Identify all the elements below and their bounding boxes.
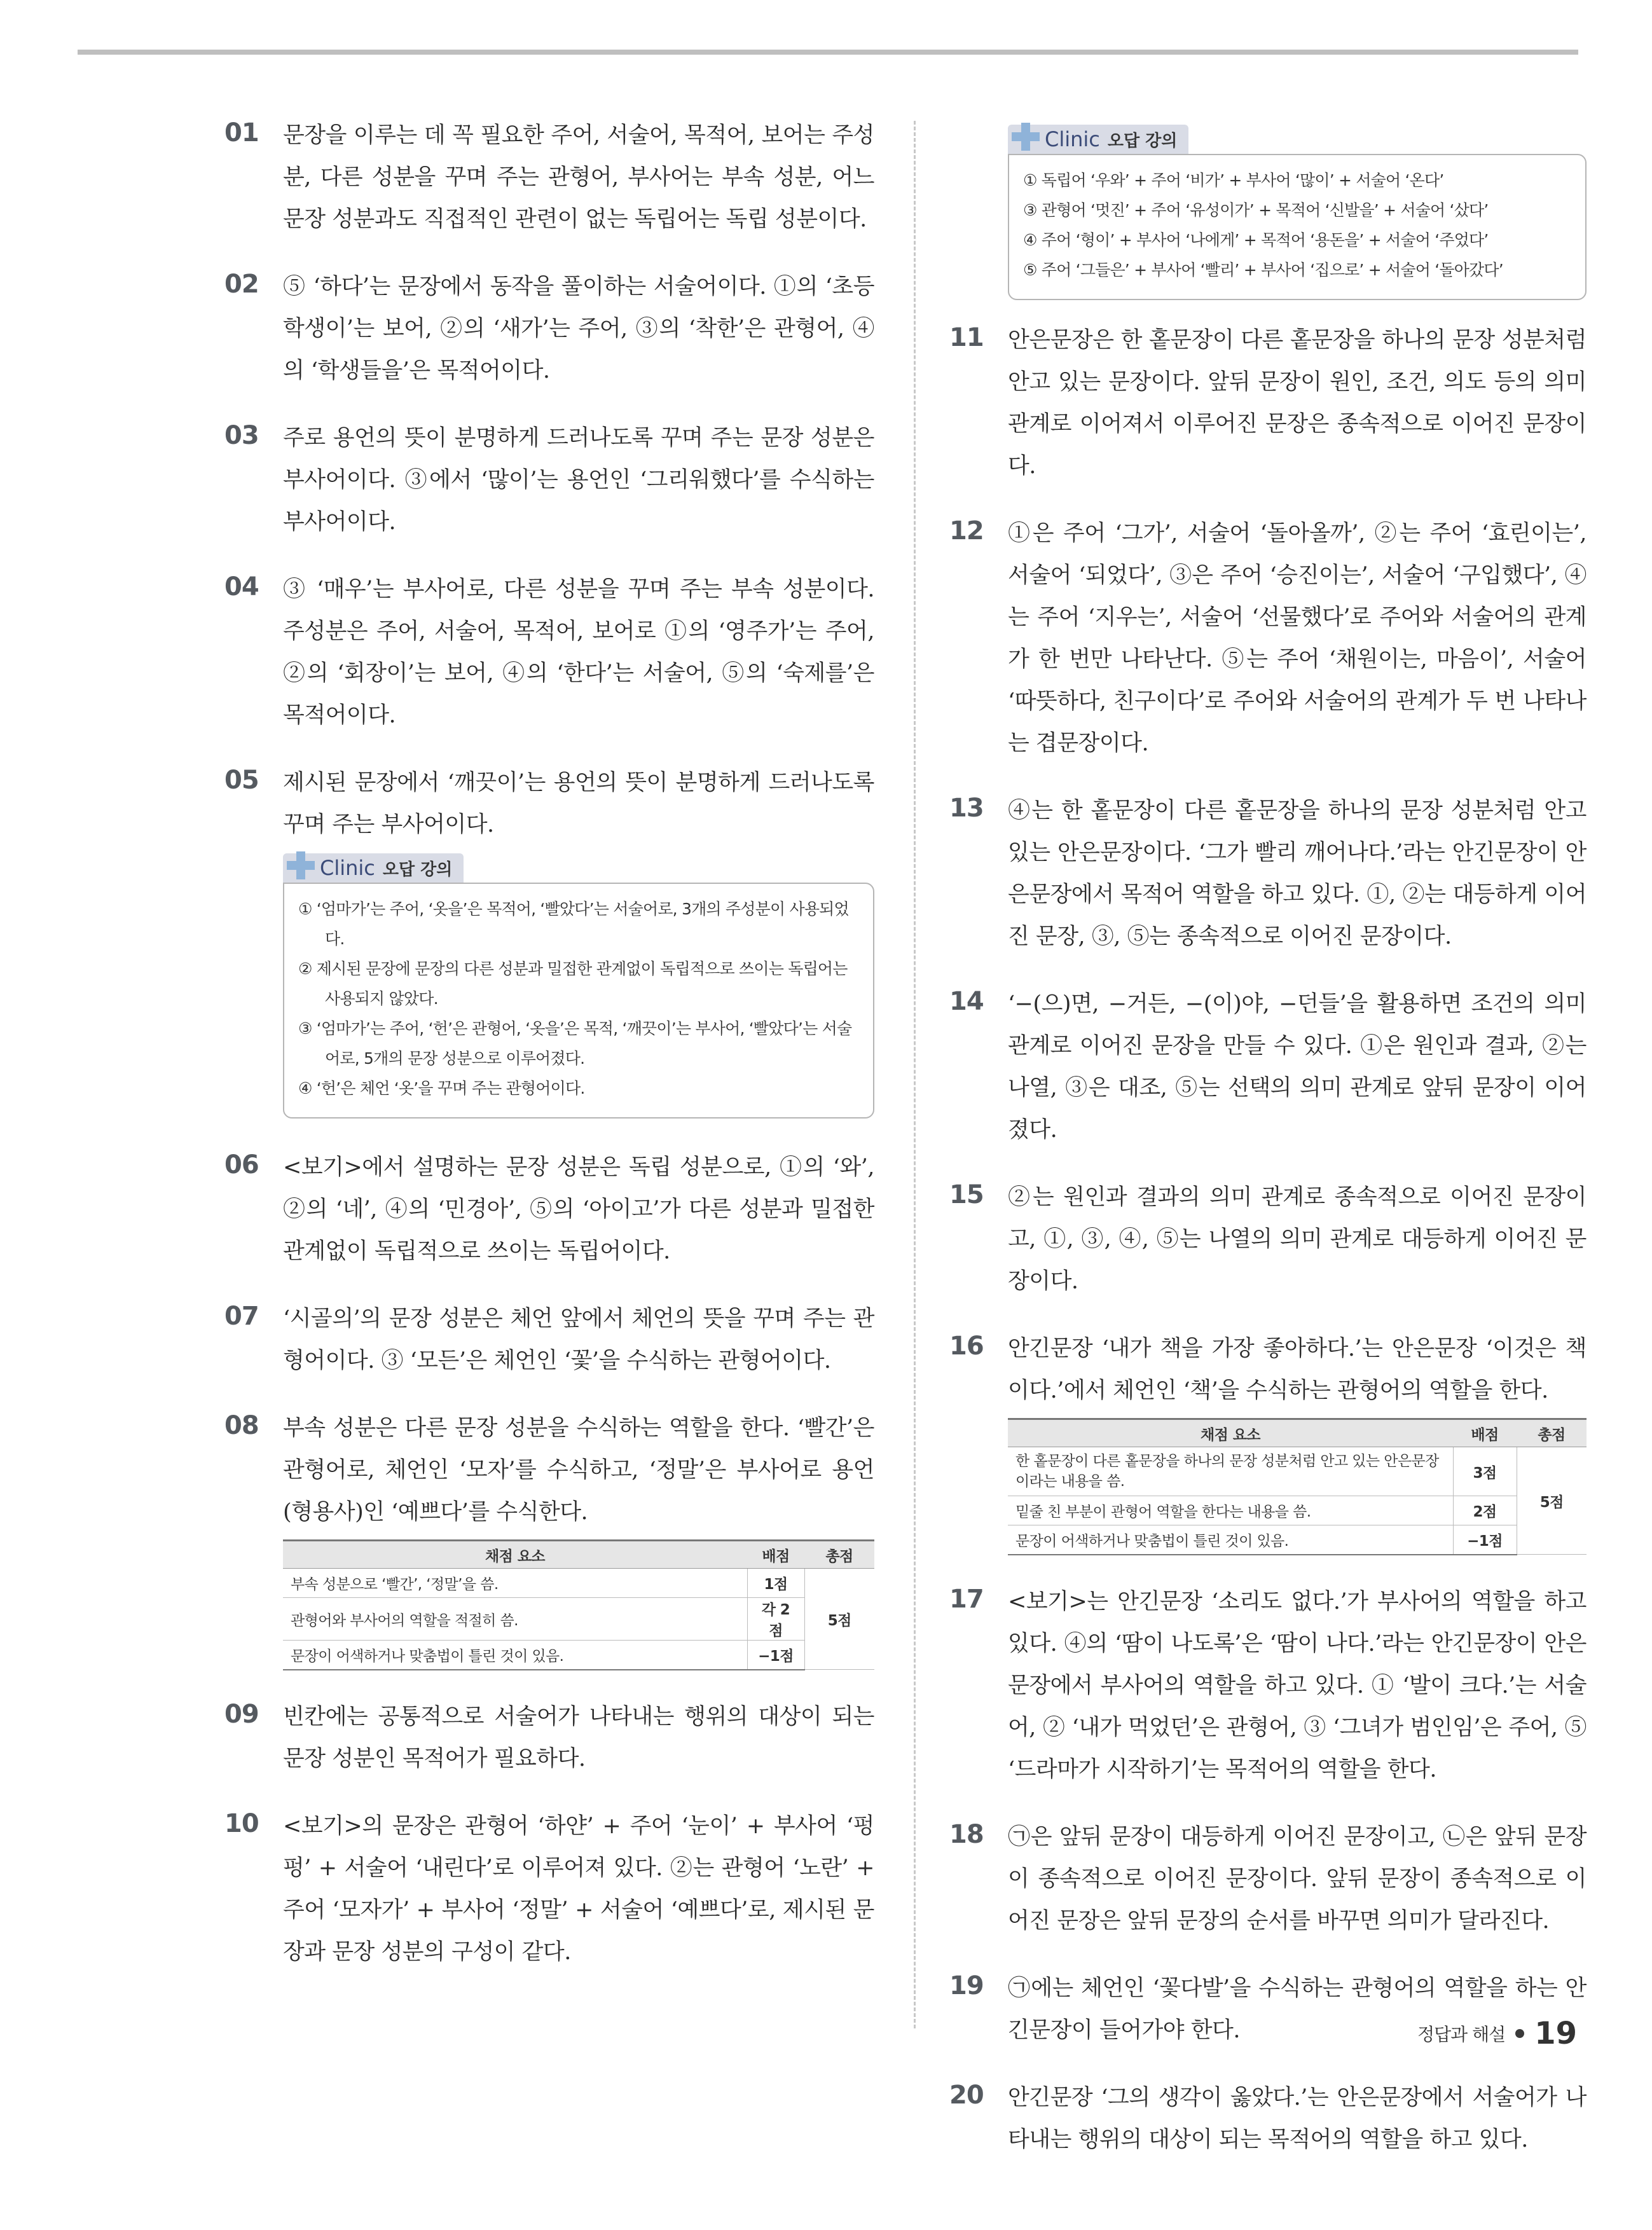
left-column: [226, 114, 874, 1999]
table-cell: −1점: [747, 1641, 804, 1670]
table-row: [283, 1569, 874, 1598]
question-number: 15: [949, 1180, 984, 1209]
table-header: 총점: [1517, 1419, 1587, 1447]
table-cell: 문장이 어색하거나 맞춤법이 틀린 것이 있음.: [283, 1641, 747, 1670]
answer-text: ‘시골의’의 문장 성분은 체언 앞에서 체언의 뜻을 꾸며 주는 관형어이다. ③ ‘모든’은 체언인 ‘꽃’을 수식하는 관형어이다.: [283, 1306, 874, 1373]
table-cell: 부속 성분으로 ‘빨간’, ‘정말’을 씀.: [283, 1569, 747, 1598]
question-number: 11: [949, 323, 984, 352]
table-cell: 문장이 어색하거나 맞춤법이 틀린 것이 있음.: [1008, 1525, 1453, 1555]
table-row: [283, 1598, 874, 1641]
answer-text: 안긴문장 ‘내가 책을 가장 좋아하다.’는 안은문장 ‘이것은 책이다.’에서 체언인 ‘책’을 수식하는 관형어의 역할을 한다.: [1008, 1336, 1587, 1403]
answer-text: 안긴문장 ‘그의 생각이 옳았다.’는 안은문장에서 서술어가 나타내는 행위의 대상이 되는 목적어의 역할을 하고 있다.: [1008, 2084, 1587, 2152]
clinic-line: ④ ‘헌’은 체언 ‘옷’을 꾸며 주는 관형어이다.: [298, 1079, 585, 1098]
page-footer: [1417, 2016, 1577, 2051]
page-number: 19: [1534, 2016, 1577, 2051]
answer-text: <보기>는 안긴문장 ‘소리도 없다.’가 부사어의 역할을 하고 있다. ④의 ‘땀이 나도록’은 ‘땀이 나다.’라는 안긴문장이 안은문장에서 부사어의 역할을 하고 있다. ① ‘발이 크다.’는 서술어, ② ‘내가 먹었던’은 관형어, ③ ‘그녀가 범인임’은 주어, ⑤ ‘드라마가 시작하기’는 목적어의 역할을 한다.: [1008, 1588, 1587, 1782]
question-number: 04: [224, 572, 259, 602]
answer-03: [226, 417, 874, 543]
answer-text: ⑤ ‘하다’는 문장에서 동작을 풀이하는 서술어이다. ①의 ‘초등학생이’는 보어, ②의 ‘새가’는 주어, ③의 ‘착한’은 관형어, ④의 ‘학생들을’은 목적어이다.: [283, 274, 874, 383]
answer-text: ②는 원인과 결과의 의미 관계로 종속적으로 이어진 문장이고, ①, ③, ④, ⑤는 나열의 의미 관계로 대등하게 이어진 문장이다.: [1008, 1185, 1587, 1294]
question-number: 17: [949, 1584, 984, 1614]
answer-11: [951, 319, 1587, 487]
table-header: 배점: [1453, 1419, 1517, 1447]
clinic-tab: [283, 853, 464, 883]
table-header: 총점: [804, 1541, 874, 1569]
question-number: 01: [224, 118, 259, 148]
question-number: 07: [224, 1302, 259, 1331]
question-number: 18: [949, 1819, 984, 1849]
question-number: 13: [949, 794, 984, 823]
table-cell: 한 홑문장이 다른 홑문장을 하나의 문장 성분처럼 안고 있는 안은문장이라는 내용을 씀.: [1008, 1447, 1453, 1496]
plus-icon: [287, 850, 319, 881]
clinic-line: ④ 주어 ‘형이’ + 부사어 ‘나에게’ + 목적어 ‘용돈을’ + 서술어 ‘주었다’: [1023, 231, 1489, 249]
footer-label: 정답과 해설: [1417, 2024, 1506, 2045]
answer-text: ‘−(으)면, −거든, −(이)야, −던들’을 활용하면 조건의 의미 관계로 이어진 문장을 만들 수 있다. ①은 원인과 결과, ②는 나열, ③은 대조, ⑤는 선택의 의미 관계로 앞뒤 문장이 이어졌다.: [1008, 991, 1587, 1143]
clinic-line: ① 독립어 ‘우와’ + 주어 ‘비가’ + 부사어 ‘많이’ + 서술어 ‘온다’: [1023, 171, 1444, 189]
answer-14: [951, 983, 1587, 1151]
question-number: 06: [224, 1150, 259, 1180]
table-cell: 2점: [1453, 1496, 1517, 1525]
answer-text: 문장을 이루는 데 꼭 필요한 주어, 서술어, 목적어, 보어는 주성분, 다른 성분을 꾸며 주는 관형어, 부사어는 부속 성분, 어느 문장 성분과도 직접적인 관련이 없는 독립어는 독립 성분이다.: [283, 123, 874, 232]
bullet-icon: [1515, 2029, 1524, 2038]
clinic-tab: [1008, 125, 1188, 154]
table-total: 5점: [1517, 1447, 1587, 1555]
table-cell: 각 2점: [747, 1598, 804, 1641]
answer-text: 빈칸에는 공통적으로 서술어가 나타내는 행위의 대상이 되는 문장 성분인 목적어가 필요하다.: [283, 1703, 874, 1772]
answer-text: <보기>의 문장은 관형어 ‘하얀’ + 주어 ‘눈이’ + 부사어 ‘펑펑’ + 서술어 ‘내린다’로 이루어져 있다. ②는 관형어 ‘노란’ + 주어 ‘모자가’ + 부사어 ‘정말’ + 서술어 ‘예쁘다’로, 제시된 문장과 문장 성분의 구성이 같다.: [283, 1813, 874, 1965]
question-number: 14: [949, 987, 984, 1016]
answer-08: [226, 1407, 874, 1670]
table-row: [1008, 1496, 1587, 1525]
clinic-line: ② 제시된 문장에 문장의 다른 성분과 밀접한 관계없이 독립적으로 쓰이는 독립어는 사용되지 않았다.: [298, 960, 848, 1008]
answer-20: [951, 2077, 1587, 2161]
table-cell: 밑줄 친 부분이 관형어 역할을 한다는 내용을 씀.: [1008, 1496, 1453, 1525]
question-number: 10: [224, 1808, 259, 1838]
clinic-line: ⑤ 주어 ‘그들은’ + 부사어 ‘빨리’ + 부사어 ‘집으로’ + 서술어 ‘돌아갔다’: [1023, 261, 1503, 279]
clinic-line: ③ 관형어 ‘멋진’ + 주어 ‘유성이가’ + 목적어 ‘신발을’ + 서술어 ‘샀다’: [1023, 201, 1489, 219]
table-cell: 3점: [1453, 1447, 1517, 1496]
answer-text: ①은 주어 ‘그가’, 서술어 ‘돌아올까’, ②는 주어 ‘효린이는’, 서술어 ‘되었다’, ③은 주어 ‘승진이는’, 서술어 ‘구입했다’, ④는 주어 ‘지우는’, 서술어 ‘선물했다’로 주어와 서술어의 관계가 한 번만 나타난다. ⑤는 주어 ‘채원이는, 마음이’, 서술어 ‘따뜻하다, 친구이다’로 주어와 서술어의 관계가 두 번 나타나는 겹문장이다.: [1008, 521, 1587, 756]
top-rule: [78, 50, 1578, 55]
answer-text: 제시된 문장에서 ‘깨끗이’는 용언의 뜻이 분명하게 드러나도록 꾸며 주는 부사어이다.: [283, 770, 874, 837]
answer-07: [226, 1298, 874, 1382]
table-cell: −1점: [1453, 1525, 1517, 1555]
answer-10: [226, 1805, 874, 1973]
question-number: 12: [949, 516, 984, 546]
table-row: [1008, 1525, 1587, 1555]
answer-06: [226, 1146, 874, 1272]
answer-text: 부속 성분은 다른 문장 성분을 수식하는 역할을 한다. ‘빨간’은 관형어로, 체언인 ‘모자’를 수식하고, ‘정말’은 부사어로 용언(형용사)인 ‘예쁘다’를 수식한다.: [283, 1415, 874, 1525]
column-divider: [914, 121, 916, 2028]
answer-text: <보기>에서 설명하는 문장 성분은 독립 성분으로, ①의 ‘와’, ②의 ‘네’, ④의 ‘민경아’, ⑤의 ‘아이고’가 다른 성분과 밀접한 관계없이 독립적으로 쓰이는 독립어이다.: [283, 1155, 874, 1264]
table-total: 5점: [804, 1569, 874, 1670]
scoring-table: [283, 1539, 874, 1670]
answer-16: [951, 1328, 1587, 1555]
table-header: 채점 요소: [283, 1541, 747, 1569]
answer-12: [951, 513, 1587, 764]
scoring-table: [1008, 1418, 1587, 1555]
clinic-box: [283, 853, 874, 1118]
answer-13: [951, 790, 1587, 958]
table-row: [283, 1641, 874, 1670]
question-number: 19: [949, 1971, 984, 2000]
question-number: 20: [949, 2080, 984, 2110]
answer-04: [226, 568, 874, 736]
table-header: 배점: [747, 1541, 804, 1569]
answer-text: ③ ‘매우’는 부사어로, 다른 성분을 꾸며 주는 부속 성분이다. 주성분은 주어, 서술어, 목적어, 보어로 ①의 ‘영주가’는 주어, ②의 ‘회장이’는 보어, ④의 ‘한다’는 서술어, ⑤의 ‘숙제를’은 목적어이다.: [283, 577, 874, 728]
answer-05: [226, 762, 874, 846]
clinic-content: [1008, 154, 1587, 300]
question-number: 05: [224, 766, 259, 795]
question-number: 08: [224, 1411, 259, 1440]
table-cell: 관형어와 부사어의 역할을 적절히 씀.: [283, 1598, 747, 1641]
clinic-content: [283, 883, 874, 1118]
answer-18: [951, 1816, 1587, 1942]
clinic-line: ③ ‘엄마가’는 주어, ‘헌’은 관형어, ‘옷을’은 목적, ‘깨끗이’는 부사어, ‘빨았다’는 서술어로, 5개의 문장 성분으로 이루어졌다.: [298, 1019, 852, 1068]
answer-01: [226, 114, 874, 240]
table-row: [1008, 1447, 1587, 1496]
question-number: 16: [949, 1332, 984, 1361]
question-number: 02: [224, 270, 259, 299]
clinic-box: [1008, 125, 1587, 300]
question-number: 09: [224, 1699, 259, 1729]
answer-text: 주로 용언의 뜻이 분명하게 드러나도록 꾸며 주는 문장 성분은 부사어이다. ③에서 ‘많이’는 용언인 ‘그리워했다’를 수식하는 부사어이다.: [283, 425, 874, 535]
answer-02: [226, 266, 874, 392]
question-number: 03: [224, 421, 259, 450]
clinic-sublabel: 오답 강의: [382, 860, 453, 879]
right-column: [951, 125, 1587, 2186]
answer-text: ④는 한 홑문장이 다른 홑문장을 하나의 문장 성분처럼 안고 있는 안은문장이다. ‘그가 빨리 깨어나다.’라는 안긴문장이 안은문장에서 목적어 역할을 하고 있다. ①, ②는 대등하게 이어진 문장, ③, ⑤는 종속적으로 이어진 문장이다.: [1008, 798, 1587, 949]
answer-text: 안은문장은 한 홑문장이 다른 홑문장을 하나의 문장 성분처럼 안고 있는 문장이다. 앞뒤 문장이 원인, 조건, 의도 등의 의미 관계로 이어져서 이루어진 문장은 종속적으로 이어진 문장이다.: [1008, 327, 1587, 479]
clinic-label: Clinic: [1045, 127, 1100, 151]
answer-text: ㉠은 앞뒤 문장이 대등하게 이어진 문장이고, ㉡은 앞뒤 문장이 종속적으로 이어진 문장이다. 앞뒤 문장이 종속적으로 이어진 문장은 앞뒤 문장의 순서를 바꾸면 의미가 달라진다.: [1008, 1824, 1587, 1934]
answer-text: ㉠에는 체언인 ‘꽃다발’을 수식하는 관형어의 역할을 하는 안긴문장이 들어가야 한다.: [1008, 1975, 1587, 2043]
plus-icon: [1012, 121, 1043, 153]
clinic-line: ① ‘엄마가’는 주어, ‘옷을’은 목적어, ‘빨았다’는 서술어로, 3개의 주성분이 사용되었다.: [298, 900, 849, 948]
answer-09: [226, 1696, 874, 1780]
answer-17: [951, 1581, 1587, 1791]
clinic-label: Clinic: [320, 856, 375, 880]
table-header: 채점 요소: [1008, 1419, 1453, 1447]
table-cell: 1점: [747, 1569, 804, 1598]
answer-15: [951, 1176, 1587, 1302]
clinic-sublabel: 오답 강의: [1107, 131, 1178, 151]
